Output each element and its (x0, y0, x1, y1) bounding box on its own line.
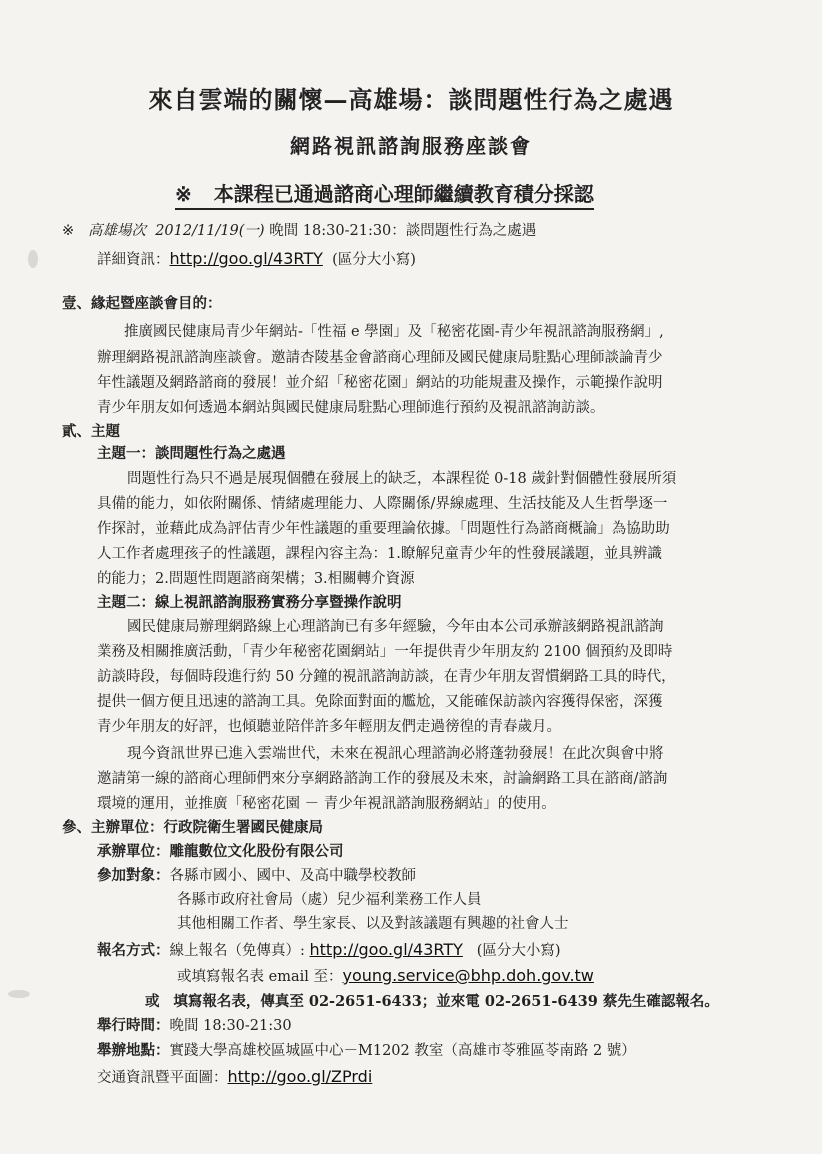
section1-line: 青少年朋友如何透過本網站與國民健康局駐點心理師進行預約及視訊諮詢訪談。 (97, 400, 605, 416)
organizer-value: 雕龍數位文化股份有限公司 (169, 843, 344, 860)
topic1-heading: 主題一：談問題性行為之處遇 (97, 445, 286, 462)
venue-row (97, 1041, 636, 1061)
audience-item: 其他相關工作者、學生家長、以及對該議題有興趣的社會人士 (177, 916, 569, 932)
email-text: 或填寫報名表 email 至： (177, 969, 343, 985)
event-line (62, 221, 536, 241)
host-value: 行政院衛生署國民健康局 (163, 819, 323, 836)
topic2-line: 環境的運用，並推廣「秘密花園 － 青少年視訊諮詢服務網站」的使用。 (97, 796, 556, 812)
map-row (97, 1067, 372, 1088)
signup-row (97, 940, 561, 961)
accreditation-note: 本課程已通過諮商心理師繼續教育積分採認 (213, 182, 594, 206)
section1-line: 辦理網路視訊諮詢座談會。邀請杏陵基金會諮商心理師及國民健康局駐點心理師談論青少 (97, 350, 663, 366)
title-line-1: 來自雲端的關懷—高雄場：談問題性行為之處遇 (148, 85, 674, 114)
info-line (97, 249, 416, 270)
audience-item: 各縣市政府社會局（處）兒少福利業務工作人員 (177, 892, 482, 908)
section1-heading: 壹、緣起暨座談會目的： (62, 295, 222, 312)
topic1-line: 作探討，並藉此成為評估青少年性議題的重要理論依據。「問題性行為諮商概論」為協助助 (97, 521, 670, 537)
map-link[interactable]: http://goo.gl/ZPrdi (227, 1067, 373, 1086)
topic2-line: 青少年朋友的好評，也傾聽並陪伴許多年輕朋友們走過徬徨的青春歲月。 (97, 719, 561, 735)
map-label: 交通資訊暨平面圖： (97, 1070, 228, 1086)
venue-label: 舉辦地點： (97, 1042, 170, 1059)
audience-label: 參加對象： (97, 867, 170, 884)
or-label: 或 (145, 993, 160, 1010)
topic1-line: 人工作者處理孩子的性議題，課程內容主為：1.瞭解兒童青少年的性發展議題，並具辨識 (97, 546, 662, 562)
host-row (62, 818, 323, 838)
section1-line: 年性議題及網路諮商的發展！並介紹「秘密花園」網站的功能規畫及操作，示範操作說明 (97, 375, 663, 391)
fax-row (145, 992, 719, 1012)
topic1-line: 具備的能力，如依附關係、情緒處理能力、人際關係/界線處理、生活技能及人生哲學逐一 (97, 496, 668, 512)
signup-link[interactable]: http://goo.gl/43RTY (309, 940, 463, 959)
email-row (177, 966, 594, 987)
fax-text: 填寫報名表，傳真至 02-2651-6433；並來電 02-2651-6439 蔡先生確認報名。 (173, 993, 719, 1010)
event-time: 晚間 18:30-21:30：談問題性行為之處遇 (269, 223, 537, 239)
title-line-2: 網路視訊諮詢服務座談會 (290, 134, 532, 158)
paper-speck (28, 250, 38, 268)
event-date: 2012/11/19(一) (155, 223, 265, 239)
info-note: (區分大小寫) (332, 252, 416, 268)
topic2-line: 現今資訊世界已進入雲端世代，未來在視訊心理諮詢必將蓬勃發展！在此次與會中將 (127, 746, 664, 762)
section1-line: 推廣國民健康局青少年網站-「性福 e 學園」及「秘密花園-青少年視訊諮詢服務網」, (124, 324, 664, 340)
signup-label: 報名方式： (97, 942, 170, 959)
email-link[interactable]: young.service@bhp.doh.gov.tw (342, 966, 594, 985)
event-label: 高雄場次 (87, 223, 146, 239)
host-label: 參、主辦單位： (62, 819, 164, 836)
info-link[interactable]: http://goo.gl/43RTY (169, 249, 323, 268)
topic2-line: 邀請第一線的諮商心理師們來分享網路諮詢工作的發展及未來，討論網路工具在諮商/諮詢 (97, 771, 668, 787)
paper-speck (8, 990, 30, 998)
topic2-line: 提供一個方便且迅速的諮詢工具。免除面對面的尷尬，又能確保訪談內容獲得保密，深獲 (97, 694, 663, 710)
topic2-heading: 主題二：線上視訊諮詢服務實務分享暨操作說明 (97, 594, 402, 611)
topic1-line: 問題性行為只不過是展現個體在發展上的缺乏，本課程從 0-18 歲針對個體性發展所須 (127, 471, 677, 487)
topic2-line: 國民健康局辦理網路線上心理諮詢已有多年經驗，今年由本公司承辦該網路視訊諮詢 (127, 619, 664, 635)
section2-heading: 貳、主題 (62, 423, 120, 440)
topic2-line: 訪談時段，每個時段進行約 50 分鐘的視訊諮詢訪談，在青少年朋友習慣網路工具的時代， (97, 669, 676, 685)
signup-online: 線上報名（免傳真）: (169, 943, 305, 959)
topic2-line: 業務及相關推廣活動，「青少年秘密花園網站」一年提供青少年朋友約 2100 個預約及即時 (97, 644, 673, 660)
time-value: 晚間 18:30-21:30 (169, 1018, 292, 1034)
audience-row (97, 866, 416, 886)
audience-item: 各縣市國小、國中、及高中職學校教師 (169, 868, 416, 884)
venue-value: 實踐大學高雄校區城區中心－M1202 教室（高雄市苓雅區苓南路 2 號） (169, 1043, 636, 1059)
organizer-row (97, 842, 344, 862)
info-label: 詳細資訊： (97, 252, 170, 268)
time-row (97, 1016, 292, 1036)
organizer-label: 承辦單位： (97, 843, 170, 860)
title-line-3 (175, 178, 594, 210)
topic1-line: 的能力；2.問題性問題諮商架構；3.相關轉介資源 (97, 571, 415, 587)
reference-mark-icon: ※ (175, 182, 192, 206)
signup-note: (區分大小寫) (476, 943, 561, 959)
time-label: 舉行時間： (97, 1017, 170, 1034)
reference-mark-icon: ※ (62, 223, 75, 239)
